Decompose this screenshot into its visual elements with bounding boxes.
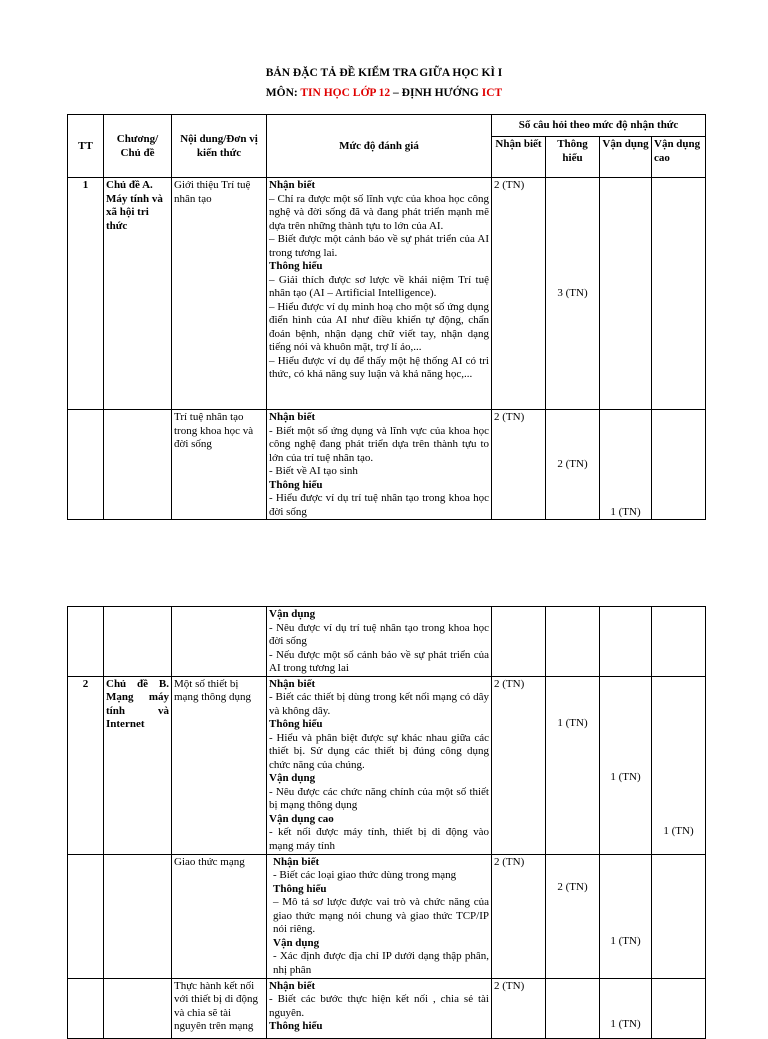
count-vd: 1 (TN) — [600, 978, 652, 1038]
count-vdc — [652, 410, 706, 520]
criteria-cell — [267, 410, 492, 520]
document-title: BẢN ĐẶC TẢ ĐỀ KIỂM TRA GIỮA HỌC KÌ I — [265, 67, 503, 79]
count-vd: 1 (TN) — [600, 854, 652, 978]
criteria-item: - Biết các bước thực hiện kết nối , chia sẻ tài nguyên. — [269, 993, 489, 1019]
level-th: Thông hiểu — [269, 1020, 323, 1032]
level-vd: Vận dụng — [269, 772, 316, 784]
content-cell: Một số thiết bị mạng thông dụng — [172, 676, 267, 854]
level-nb: Nhận biết — [269, 179, 316, 191]
criteria-item: – Hiểu được ví dụ để thấy một hệ thống AI có tri thức, có khả năng suy luận và khả năng học,... — [269, 354, 489, 380]
criteria-item: – Mô tả sơ lược được vai trò và chức năng của giao thức mạng nói chung và giao thức TCP/IP nói riêng. — [273, 896, 489, 935]
header-socau: Số câu hỏi theo mức độ nhận thức — [492, 115, 706, 137]
criteria-item: - Biết một số ứng dụng và lĩnh vực của khoa học công nghệ đang phát triển dựa trên thành tựu to lớn của trí tuệ nhân tạo. — [269, 424, 489, 464]
table-row — [68, 178, 706, 410]
level-nb: Nhận biết — [269, 677, 316, 690]
table-row — [68, 854, 706, 978]
count-vd — [600, 178, 652, 410]
count-nb: 2 (TN) — [492, 676, 546, 854]
header-tt: TT — [68, 115, 104, 178]
level-th: Thông hiểu — [269, 478, 323, 491]
count-nb: 2 (TN) — [492, 178, 546, 410]
spec-table-page2 — [67, 606, 706, 1039]
subject-track: ICT — [481, 87, 503, 99]
level-vd: Vận dụng — [269, 608, 316, 620]
criteria-cell — [267, 854, 492, 978]
content-cell: Giao thức mạng — [172, 854, 267, 978]
criteria-item: – Hiểu được ví dụ minh hoạ cho một số ứng dụng điển hình của AI như điều khiển tự động, chẩn đoán bệnh, nhận dạng chữ viết tay, nhận dạng tiếng nói và khuôn mặt, trợ lí ảo,... — [269, 300, 489, 353]
spec-table-page1 — [67, 114, 706, 520]
content-cell: Trí tuệ nhân tạo trong khoa học và đời sống — [172, 410, 267, 520]
row-number: 2 — [68, 676, 104, 854]
level-nb: Nhận biết — [269, 411, 316, 423]
level-th: Thông hiểu — [269, 260, 323, 272]
chapter-cell: Chủ đề B. Mạng máy tính và Internet — [104, 676, 172, 854]
table-row — [68, 410, 706, 520]
criteria-item: - Nếu được một số cảnh bảo về sự phát triển của AI trong tương lai — [269, 648, 489, 674]
content-cell: Thực hành kết nối với thiết bị di động và chia sẽ tài nguyên trên mạng — [172, 978, 267, 1038]
criteria-cell — [267, 607, 492, 677]
criteria-item: - Biết các loại giao thức dùng trong mạng — [273, 869, 457, 881]
subject-mid: – ĐỊNH HƯỚNG — [390, 87, 482, 99]
criteria-item: - Biết về AI tạo sinh — [269, 465, 358, 477]
criteria-item: - Xác định được địa chỉ IP dưới dạng thập phân, nhị phân — [273, 950, 489, 976]
level-nb: Nhận biết — [273, 855, 320, 868]
header-mucdo: Mức độ đánh giá — [267, 115, 492, 178]
level-vdc: Vận dụng cao — [269, 812, 334, 825]
level-th: Thông hiểu — [273, 882, 327, 895]
level-nb: Nhận biết — [269, 979, 316, 992]
row-number: 1 — [68, 178, 104, 410]
subject-prefix: MÔN: — [265, 87, 301, 99]
criteria-item: - Nêu được các chức năng chính của một số thiết bị mạng thông dụng — [269, 785, 489, 811]
level-vd: Vận dụng — [273, 936, 320, 949]
subject-name: TIN HỌC LỚP 12 — [300, 87, 391, 99]
table-row — [68, 607, 706, 677]
table-row — [68, 676, 706, 854]
count-th: 2 (TN) — [546, 854, 600, 978]
criteria-item: - Hiểu được ví dụ trí tuệ nhân tạo trong khoa học đời sống — [269, 492, 489, 518]
header-chuong: Chương/ Chủ đề — [104, 115, 172, 178]
criteria-item: - kết nối được máy tính, thiết bị di động vào mạng máy tính — [269, 826, 489, 852]
criteria-item: - Hiểu và phân biệt được sự khác nhau giữa các thiết bị. Sử dụng các thiết bị đúng công dụng chức năng của chúng. — [269, 731, 489, 771]
header-vdc: Vận dụng cao — [652, 137, 706, 178]
count-th: 3 (TN) — [546, 178, 600, 410]
count-vd: 1 (TN) — [600, 410, 652, 520]
criteria-item: – Chỉ ra được một số lĩnh vực của khoa học công nghệ và đời sống đã và đang phát triển mạnh mẽ dựa trên những thành tựu to lớn của AI. — [269, 192, 489, 232]
criteria-cell — [267, 676, 492, 854]
document-subtitle — [0, 87, 768, 101]
header-nb: Nhận biết — [492, 137, 546, 178]
count-nb: 2 (TN) — [492, 978, 546, 1038]
criteria-item: - Biết các thiết bị dùng trong kết nối mạng có dây và không dây. — [269, 691, 489, 717]
count-th: 2 (TN) — [546, 410, 600, 520]
count-th: 1 (TN) — [546, 676, 600, 854]
table-row — [68, 978, 706, 1038]
criteria-cell — [267, 178, 492, 410]
header-noidung: Nội dung/Đơn vị kiến thức — [172, 115, 267, 178]
criteria-item: – Giải thích được sơ lược về khái niệm Trí tuệ nhân tạo (AI – Artificial Intelligence). — [269, 273, 489, 299]
count-vd: 1 (TN) — [600, 676, 652, 854]
criteria-cell — [267, 978, 492, 1038]
count-nb: 2 (TN) — [492, 410, 546, 520]
chapter-cell: Chủ đề A. Máy tính và xã hội tri thức — [104, 178, 172, 410]
header-vd: Vận dụng — [600, 137, 652, 178]
criteria-item: – Biết được một cảnh báo về sự phát triển của AI trong tương lai. — [269, 233, 489, 259]
content-cell: Giới thiệu Trí tuệ nhân tạo — [172, 178, 267, 410]
count-vdc: 1 (TN) — [652, 676, 706, 854]
criteria-item: - Nêu được ví dụ trí tuệ nhân tạo trong khoa học đời sống — [269, 621, 489, 647]
header-th: Thông hiểu — [546, 137, 600, 178]
count-nb: 2 (TN) — [492, 854, 546, 978]
level-th: Thông hiểu — [269, 718, 323, 730]
count-vdc — [652, 178, 706, 410]
